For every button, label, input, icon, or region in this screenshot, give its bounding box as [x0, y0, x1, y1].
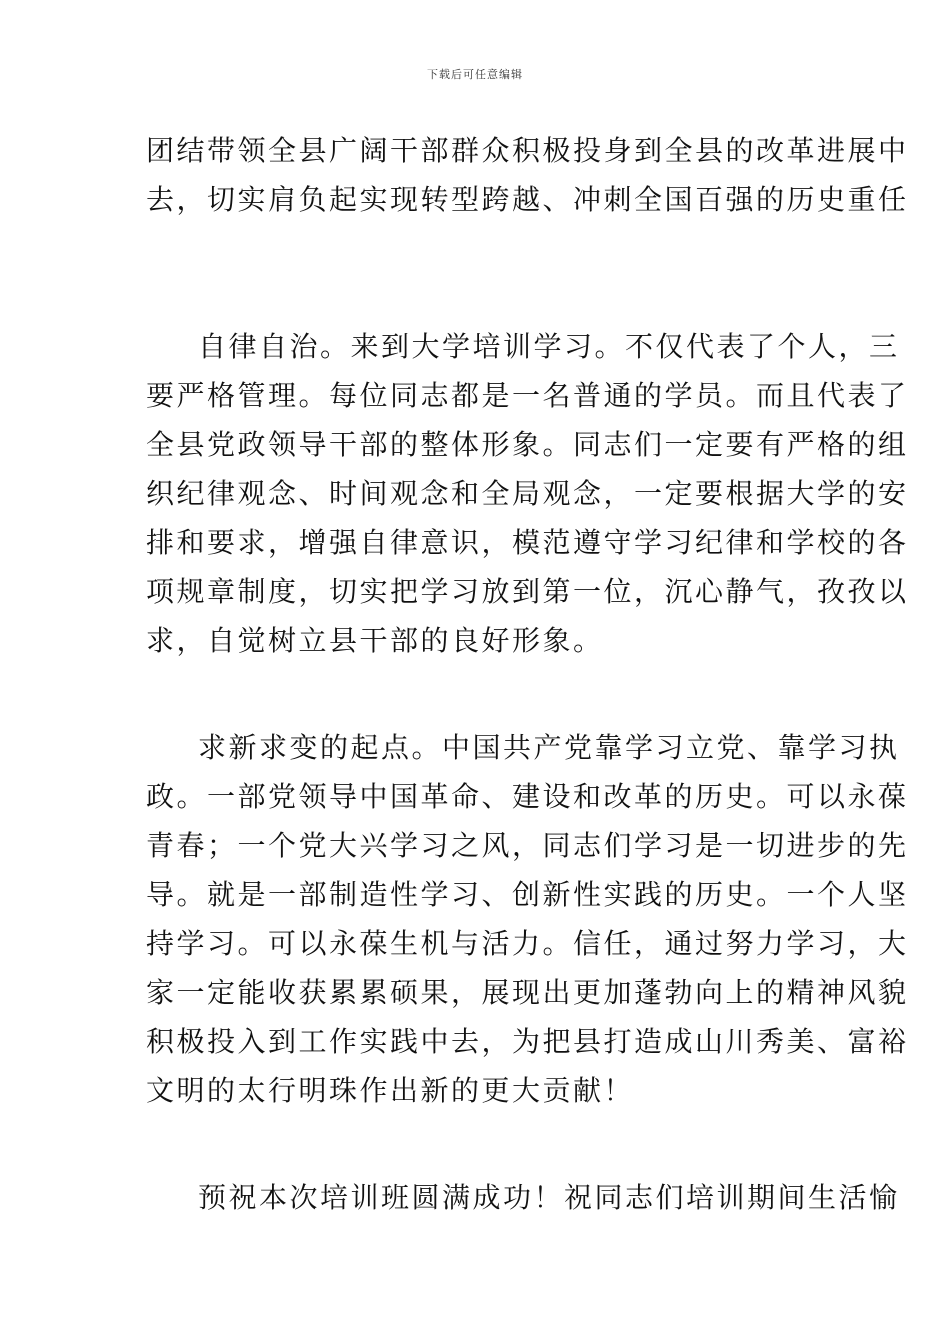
- paragraph-2: [146, 322, 909, 665]
- text-line: 全县党政领导干部的整体形象。同志们一定要有严格的组: [146, 428, 909, 461]
- paragraph-3: [146, 723, 909, 1115]
- paragraph-1: [146, 126, 909, 224]
- paragraph-gap: [146, 224, 810, 322]
- paragraph-gap: [146, 665, 810, 723]
- paragraph-4: [146, 1173, 900, 1222]
- text-line: 导。就是一部制造性学习、创新性实践的历史。一个人坚: [146, 878, 909, 911]
- text-line: 求，自觉树立县干部的良好形象。: [146, 624, 604, 657]
- document-body: [146, 126, 909, 1222]
- text-line: 去，切实肩负起实现转型跨越、冲刺全国百强的历史重任: [146, 183, 909, 216]
- text-line: 求新求变的起点。中国共产党靠学习立党、靠学习执: [198, 731, 900, 764]
- text-line: 青春；一个党大兴学习之风，同志们学习是一切进步的先: [146, 829, 909, 862]
- text-line: 自律自治。来到大学培训学习。不仅代表了个人，三: [198, 330, 900, 363]
- text-line: 织纪律观念、时间观念和全局观念，一定要根据大学的安: [146, 477, 909, 510]
- text-line: 团结带领全县广阔干部群众积极投身到全县的改革进展中: [146, 134, 909, 167]
- text-line: 预祝本次培训班圆满成功！祝同志们培训期间生活愉: [198, 1181, 900, 1214]
- text-line: 要严格管理。每位同志都是一名普通的学员。而且代表了: [146, 379, 909, 412]
- text-line: 排和要求，增强自律意识，模范遵守学习纪律和学校的各: [146, 526, 909, 559]
- text-line: 政。一部党领导中国革命、建设和改革的历史。可以永葆: [146, 780, 909, 813]
- paragraph-gap: [146, 1115, 810, 1173]
- text-line: 持学习。可以永葆生机与活力。信任，通过努力学习，大: [146, 927, 909, 960]
- text-line: 家一定能收获累累硕果，展现出更加蓬勃向上的精神风貌: [146, 976, 909, 1009]
- text-line: 项规章制度，切实把学习放到第一位，沉心静气，孜孜以: [146, 575, 909, 608]
- page-header-note: 下载后可任意编辑: [427, 68, 523, 81]
- text-line: 积极投入到工作实践中去，为把县打造成山川秀美、富裕: [146, 1025, 909, 1058]
- text-line: 文明的太行明珠作出新的更大贡献！: [146, 1074, 635, 1107]
